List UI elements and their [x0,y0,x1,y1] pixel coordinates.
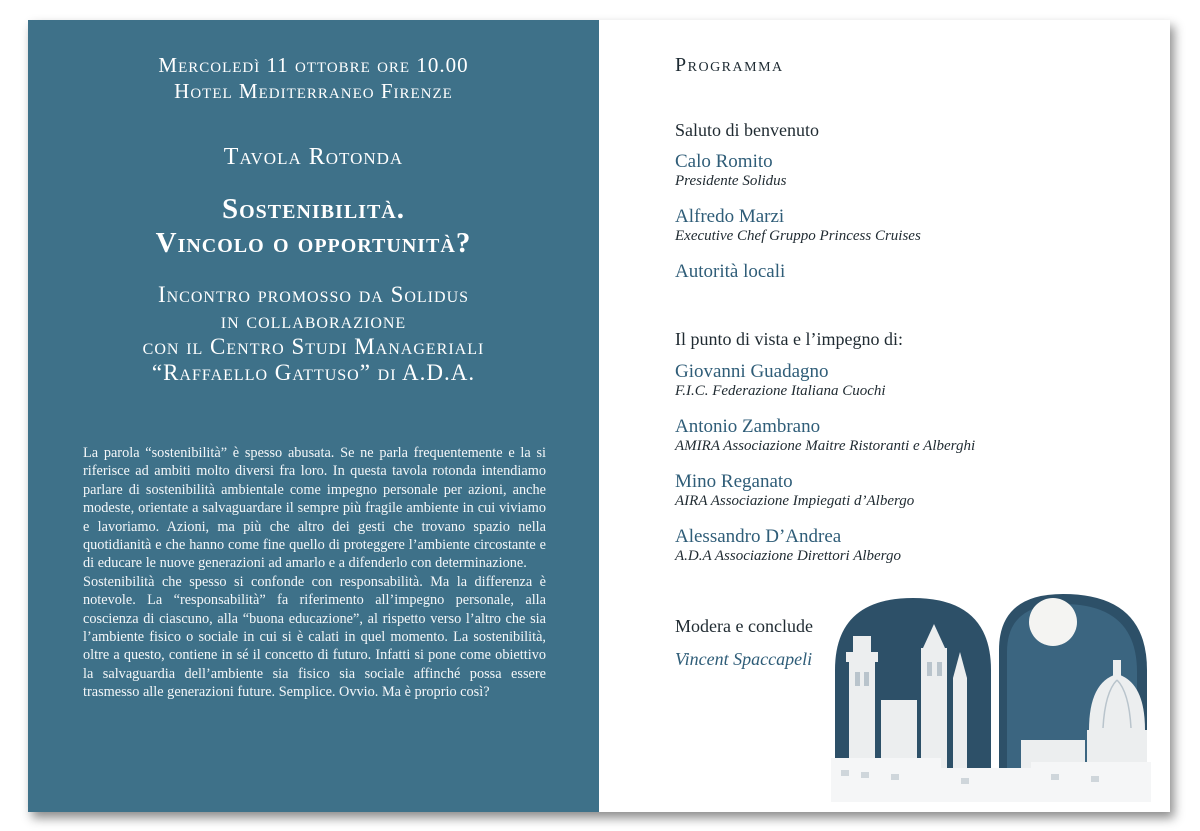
promo-line-2: in collaborazione [220,308,407,333]
event-type: Tavola Rotonda [223,144,404,170]
speaker-role: AMIRA Associazione Maitre Ristoranti e Alberghi [675,438,976,454]
left-panel [28,20,599,812]
description-paragraph-1: La parola “sostenibilità” è spesso abusata. Se ne parla frequentemente e la si riferisce ad ambiti molto diversi fra loro. In questa tavola rotonda intendiamo parlare di sostenibilità ambientale come impegno personale per azioni, anche modeste, orientate a salvaguardare il sempre più fragile ambiente in cui viviamo e lavoriamo. Azioni, ma più che altro dei gesti che trovano spazio nella quotidianità e che hanno come fine quello di proteggere l’ambiente circostante e di educare le nuove generazioni ad amarlo e a difenderlo con determinazione. [83,445,546,572]
florence-skyline-illustration [831,590,1151,802]
promo-line-3: con il Centro Studi Manageriali [142,334,485,359]
speaker-name: Antonio Zambrano [675,416,821,437]
moderator-label: Modera e conclude [675,616,813,636]
event-venue: Hotel Mediterraneo Firenze [174,79,453,103]
invitation-sheet [28,20,1170,812]
moderator-name: Vincent Spaccapeli [675,649,813,669]
promoter-info [28,282,599,386]
speaker-role: Executive Chef Gruppo Princess Cruises [675,228,921,244]
promo-line-4: “Raffaello Gattuso” di A.D.A. [151,360,476,385]
program-heading: Programma [675,54,784,76]
event-date-venue [28,52,599,104]
welcome-label: Saluto di benvenuto [675,120,819,140]
speaker-role: F.I.C. Federazione Italiana Cuochi [675,383,886,399]
description-text [83,444,546,702]
description-paragraph-2: Sostenibilità che spesso si confonde con responsabilità. Ma la differenza è notevole. La “responsabilità” fa riferimento all’impegno personale, alla coscienza di ciascuno, alla “buona educazione”, al rispetto verso l’altro che sia l’ambiente fisico o sociale in cui si è calati in quel momento. La sostenibilità, oltre a questo, contiene in sé il concetto di futuro. Infatti si pone come obiettivo la salvaguardia dell’ambiente sia fisico sia sociale affinché possa essere trasmesso alle generazioni future. Semplice. Ovvio. Ma è proprio così? [83,573,546,701]
speaker-name: Autorità locali [675,261,786,282]
speaker-name: Alessandro D’Andrea [675,526,842,547]
speaker-name: Giovanni Guadagno [675,361,829,382]
moon [1029,598,1077,646]
speaker-entry [675,471,914,510]
viewpoint-label: Il punto di vista e l’impegno di: [675,329,903,349]
promo-line-1: Incontro promosso da Solidus [157,282,470,307]
title-line-1: Sostenibilità. [222,193,405,225]
speaker-role: A.D.A Associazione Direttori Albergo [675,548,901,564]
speaker-name: Mino Reganato [675,471,793,492]
speaker-role: Presidente Solidus [675,173,787,189]
speaker-entry [675,206,921,245]
event-date: Mercoledì 11 ottobre ore 10.00 [158,53,469,77]
event-title [28,192,599,260]
speaker-name: Calo Romito [675,151,773,172]
speaker-role: AIRA Associazione Impiegati d’Albergo [675,493,915,509]
speaker-entry [675,416,975,455]
speaker-name: Alfredo Marzi [675,206,785,227]
right-panel [599,20,1170,812]
title-line-2: Vincolo o opportunità? [155,227,472,259]
speaker-entry [675,151,787,190]
speaker-entry [675,261,785,283]
speaker-entry [675,361,886,400]
speaker-entry [675,526,901,565]
